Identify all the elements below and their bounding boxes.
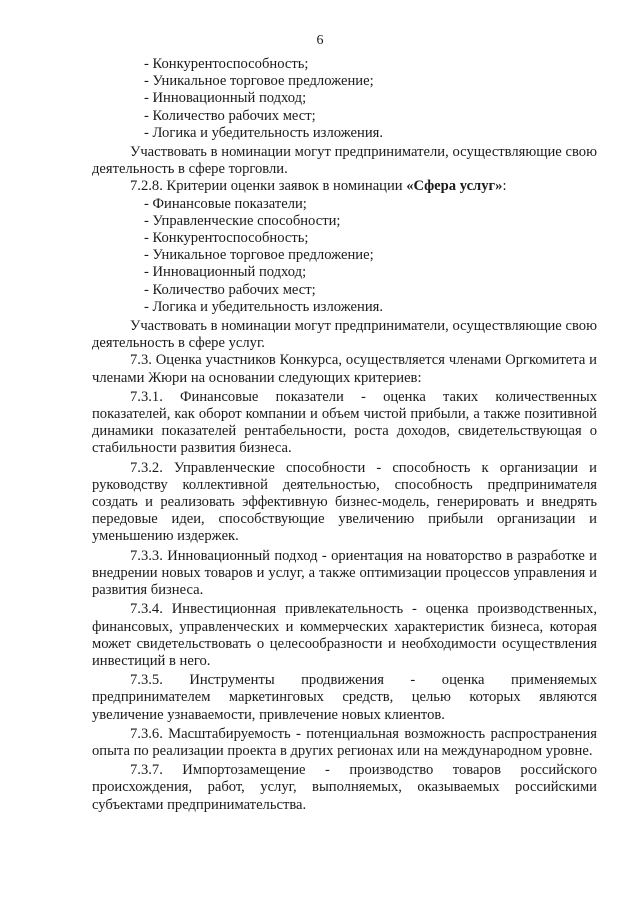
list-item: - Финансовые показатели; [144, 195, 307, 212]
section-7-3-6: 7.3.6. Масштабируемость - потенциальная возможность распространения опыта по реализации проекта в других регионах или на международном уровне. [92, 725, 597, 759]
list-item: - Логика и убедительность изложения. [144, 124, 384, 141]
list-item: - Логика и убедительность изложения. [144, 298, 384, 315]
list-item: - Конкурентоспособность; [144, 56, 309, 72]
list-item: - Количество рабочих мест; [144, 107, 316, 124]
section-7-3-2: 7.3.2. Управленческие способности - способность к организации и руководству коллективной деятельностью, способность предпринимателя создать и реализовать эффективную бизнес-модель, генерировать и внедрять передовые идеи, способствующие увеличению прибыли организации и уменьшению издержек. [92, 459, 597, 545]
list-item: - Уникальное торговое предложение; [144, 73, 374, 90]
section-7-3-5: 7.3.5. Инструменты продвижения - оценка применяемых предпринимателем маркетинговых средств, целью которых являются увеличение узнаваемости, привлечение новых клиентов. [92, 672, 597, 723]
trade-eligibility-paragraph: Участвовать в номинации могут предприниматели, осуществляющие свою деятельность в сфере торговли. [92, 144, 597, 178]
section-7-3-1: 7.3.1. Финансовые показатели - оценка таких количественных показателей, как оборот компании и объем чистой прибыли, а также позитивной динамики показателей рентабельности, роста доходов, свидетельствующая о стабильности развития бизнеса. [92, 388, 597, 457]
heading-suffix: : [502, 178, 507, 195]
document-body [92, 56, 597, 814]
list-item: - Инновационный подход; [144, 264, 307, 281]
section-7-3-3: 7.3.3. Инновационный подход - ориентация на новаторство в разработке и внедрении новых товаров и услуг, а также оптимизации процессов управления и развития бизнеса. [92, 547, 597, 599]
heading-prefix: 7.2.8. Критерии оценки заявок в номинации [130, 178, 407, 195]
list-item: - Инновационный подход; [144, 90, 307, 107]
services-criteria-list [92, 196, 597, 316]
trade-criteria-list [92, 56, 597, 142]
services-eligibility-paragraph: Участвовать в номинации могут предприниматели, осуществляющие свою деятельность в сфере услуг. [92, 318, 597, 352]
list-item: - Уникальное торговое предложение; [144, 247, 374, 264]
heading-nomination-name: «Сфера услуг» [406, 178, 503, 195]
page-number: 6 [316, 33, 324, 48]
section-7-3-4: 7.3.4. Инвестиционная привлекательность - оценка производственных, финансовых, управленческих и коммерческих характеристик бизнеса, которая может свидетельствовать о целесообразности и необходимости осуществления инвестиций в него. [92, 601, 597, 669]
section-7-2-8-heading [92, 178, 597, 195]
section-7-3: 7.3. Оценка участников Конкурса, осуществляется членами Оргкомитета и членами Жюри на основании следующих критериев: [92, 352, 597, 386]
list-item: - Количество рабочих мест; [144, 281, 316, 298]
list-item: - Конкурентоспособность; [144, 230, 309, 247]
section-7-3-7: 7.3.7. Импортозамещение - производство товаров российского происхождения, работ, услуг, выполняемых, оказываемых российскими субъектами предпринимательства. [92, 762, 597, 813]
list-item: - Управленческие способности; [144, 212, 341, 229]
